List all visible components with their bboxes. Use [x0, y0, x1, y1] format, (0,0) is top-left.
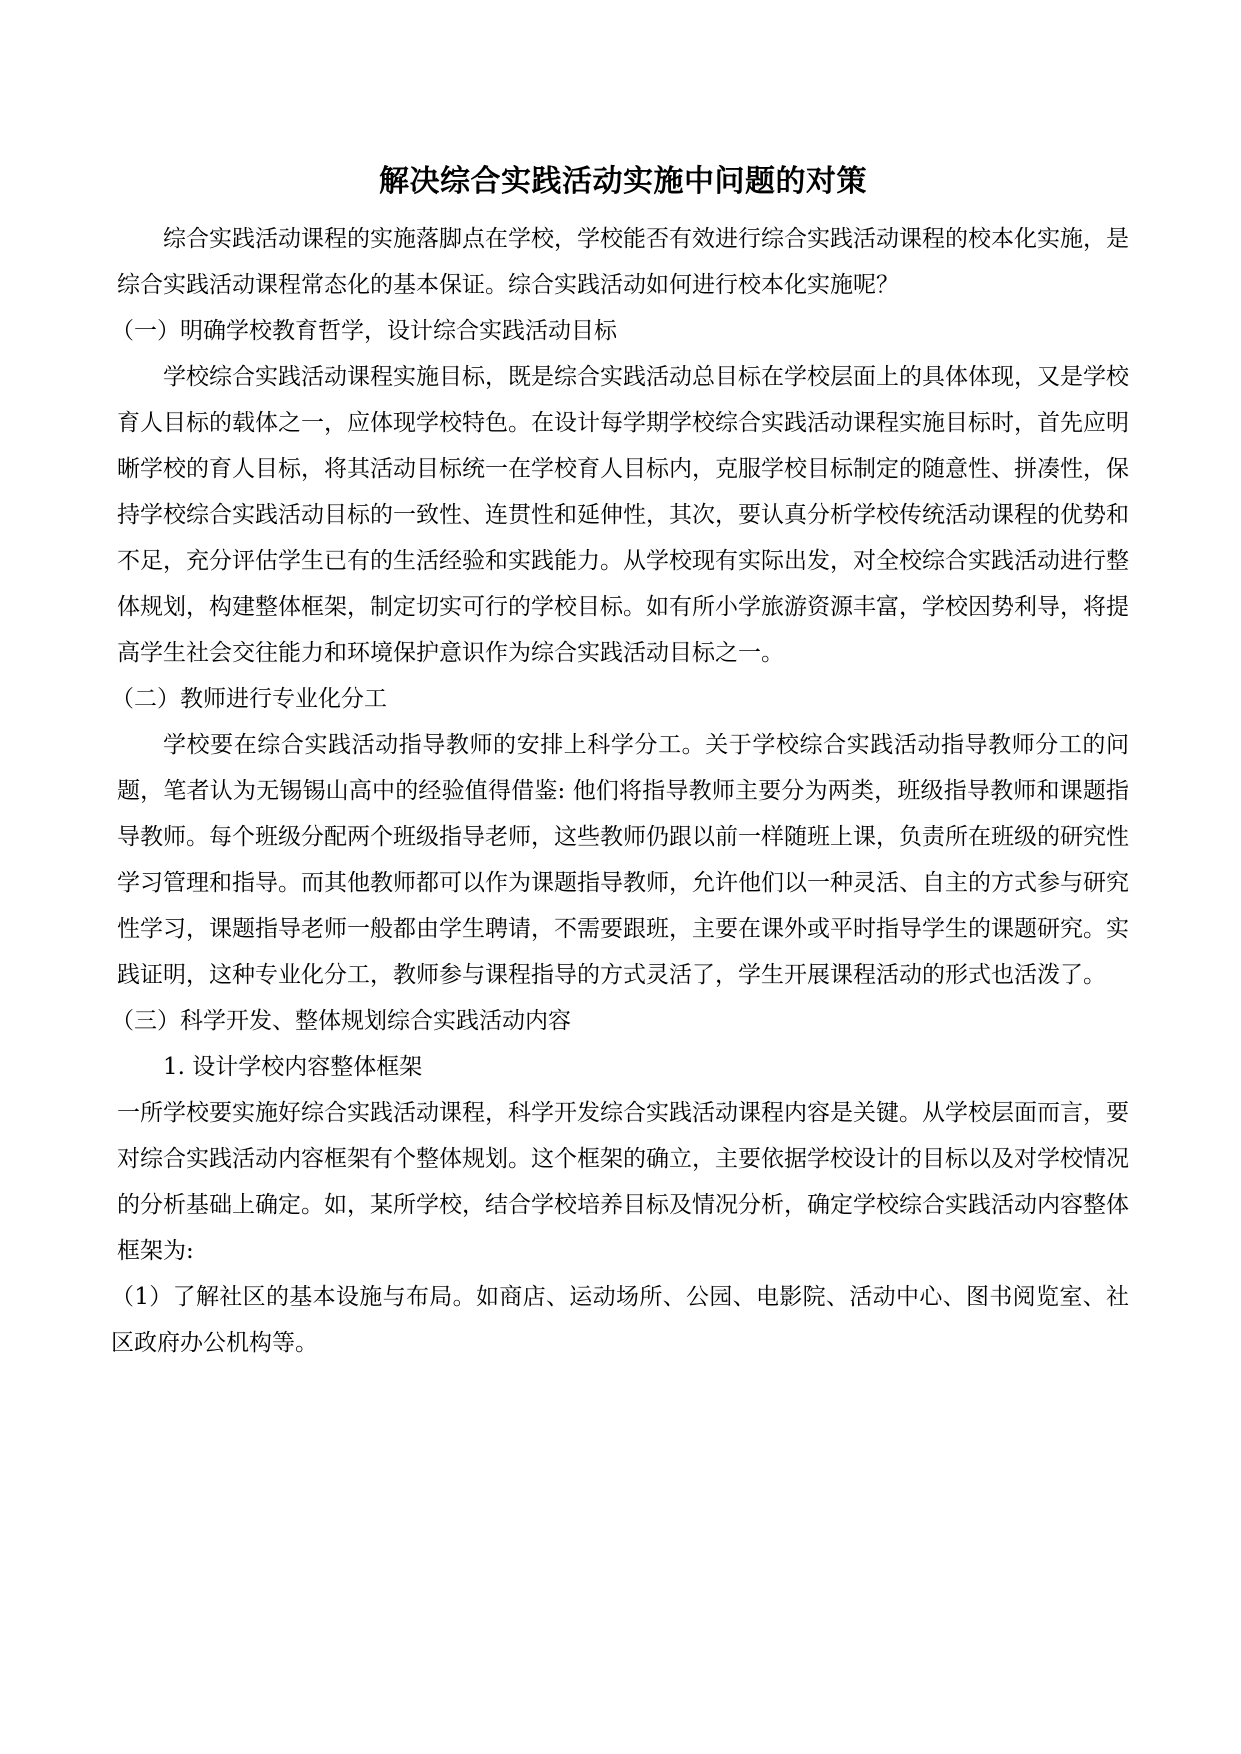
section-1-heading: （一）明确学校教育哲学，设计综合实践活动目标 [111, 318, 617, 344]
document-title: 解决综合实践活动实施中问题的对策 [379, 164, 867, 199]
document-page [111, 160, 1129, 1366]
section-2-body: 学校要在综合实践活动指导教师的安排上科学分工。关于学校综合实践活动指导教师分工的问题，笔者认为无锡锡山高中的经验值得借鉴: 他们将指导教师主要分为两类，班级指导教师和课题指导教师。每个班级分配两个班级指导老师，这些教师仍跟以前一样随班上课，负责所在班级的研究性学习管理和指导。而其他教师都可以作为课题指导教师，允许他们以一种灵活、自主的方式参与研究性学习，课题指导老师一般都由学生聘请，不需要跟班，主要在课外或平时指导学生的课题研究。实践证明，这种专业化分工，教师参与课程指导的方式灵活了，学生开展课程活动的形式也活泼了。 [117, 732, 1129, 988]
section-2-heading: （二）教师进行专业化分工 [111, 686, 387, 712]
section-3-subheading: 1. 设计学校内容整体框架 [163, 1054, 423, 1080]
section-1-body: 学校综合实践活动课程实施目标，既是综合实践活动总目标在学校层面上的具体体现，又是学校育人目标的载体之一，应体现学校特色。在设计每学期学校综合实践活动课程实施目标时，首先应明晰学校的育人目标，将其活动目标统一在学校育人目标内，克服学校目标制定的随意性、拼凑性，保持学校综合实践活动目标的一致性、连贯性和延伸性，其次，要认真分析学校传统活动课程的优势和不足，充分评估学生已有的生活经验和实践能力。从学校现有实际出发，对全校综合实践活动进行整体规划，构建整体框架，制定切实可行的学校目标。如有所小学旅游资源丰富，学校因势利导，将提高学生社会交往能力和环境保护意识作为综合实践活动目标之一。 [117, 364, 1129, 666]
section-3-body: 一所学校要实施好综合实践活动课程，科学开发综合实践活动课程内容是关键。从学校层面而言，要对综合实践活动内容框架有个整体规划。这个框架的确立，主要依据学校设计的目标以及对学校情况的分析基础上确定。如，某所学校，结合学校培养目标及情况分析，确定学校综合实践活动内容整体框架为: [117, 1100, 1129, 1264]
intro-paragraph: 综合实践活动课程的实施落脚点在学校，学校能否有效进行综合实践活动课程的校本化实施，是综合实践活动课程常态化的基本保证。综合实践活动如何进行校本化实施呢？ [117, 226, 1129, 298]
section-3-heading: （三）科学开发、整体规划综合实践活动内容 [111, 1008, 571, 1034]
section-3-item-1: （1）了解社区的基本设施与布局。如商店、运动场所、公园、电影院、活动中心、图书阅览室、社区政府办公机构等。 [111, 1284, 1129, 1356]
